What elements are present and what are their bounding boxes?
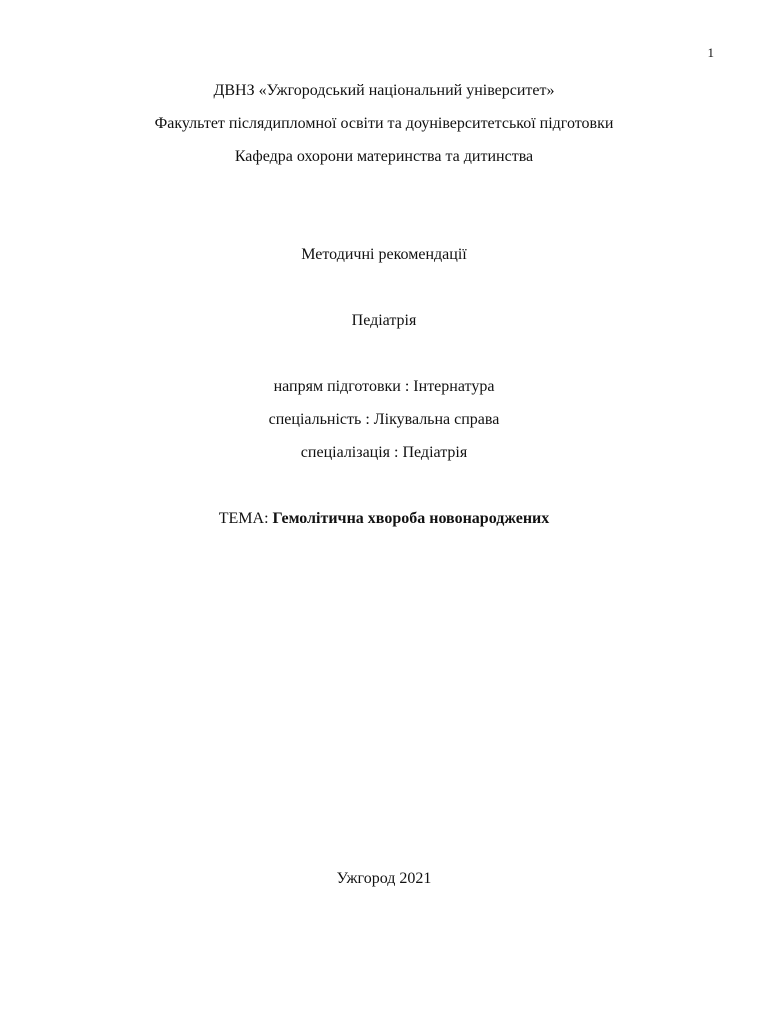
topic-label: ТЕМА: xyxy=(218,510,273,527)
specialty: спеціальність : Лікувальна справа xyxy=(268,411,500,428)
document-type: Методичні рекомендації xyxy=(301,246,467,263)
topic-title: Гемолітична хвороба новонароджених xyxy=(272,510,550,527)
institution-heading: ДВНЗ «Ужгородський національний університет» xyxy=(213,82,555,99)
city-year: Ужгород 2021 xyxy=(336,870,432,887)
topic-line xyxy=(0,509,768,529)
page-number: 1 xyxy=(707,45,714,60)
department-heading: Кафедра охорони материнства та дитинства xyxy=(234,148,534,165)
subject-title: Педіатрія xyxy=(351,312,417,329)
specialization: спеціалізація : Педіатрія xyxy=(300,444,468,461)
faculty-heading: Факультет післядипломної освіти та доуніверситетської підготовки xyxy=(154,115,614,132)
training-direction: напрям підготовки : Інтернатура xyxy=(273,378,495,395)
